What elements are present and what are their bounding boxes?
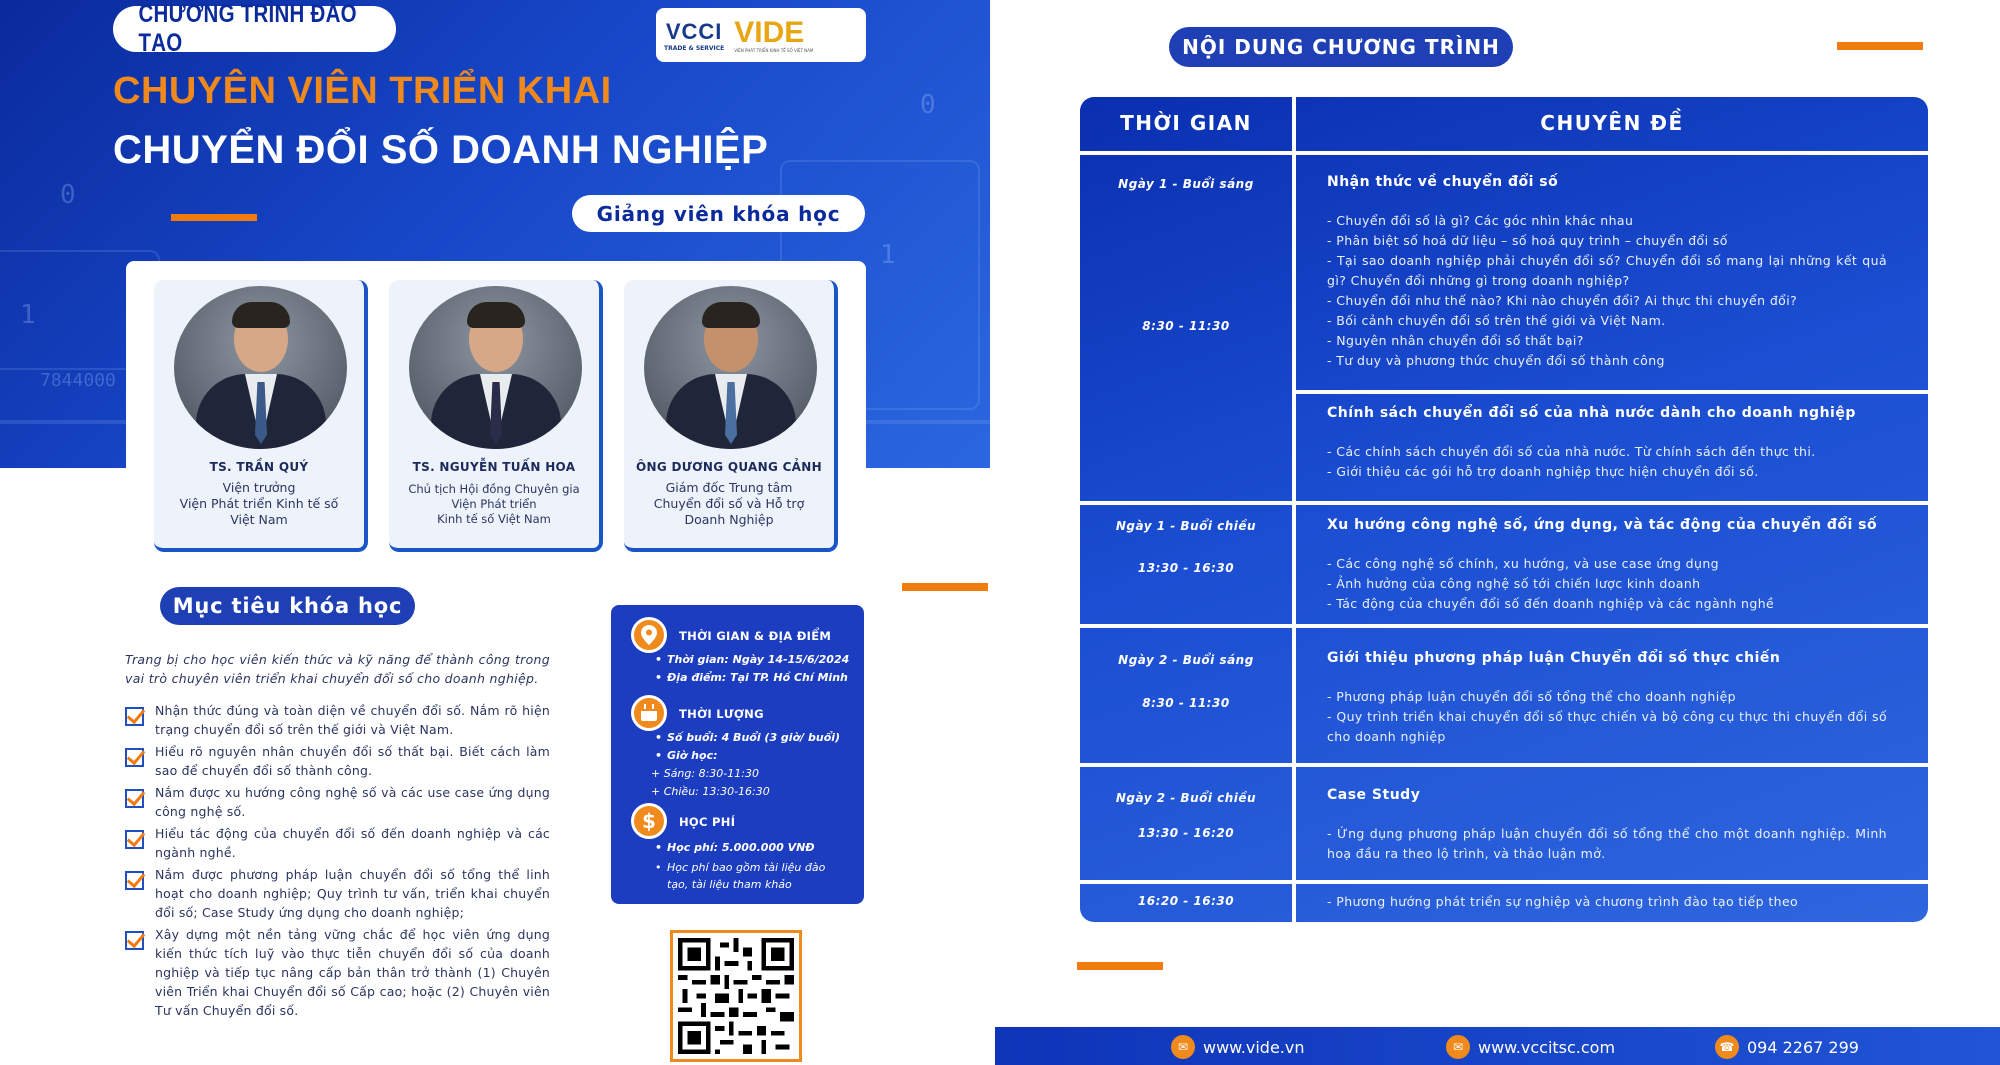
row-divider (1080, 880, 1928, 884)
footer-website-vide[interactable]: ✉ www.vide.vn (1171, 1035, 1304, 1059)
row-time: 8:30 - 11:30 (1142, 696, 1230, 710)
row-time: Ngày 1 - Buổi sáng (1118, 177, 1254, 191)
lecturer-role: Viện trưởng Viện Phát triển Kinh tế số Việt Nam (179, 480, 339, 527)
accent-bar (1077, 962, 1163, 970)
objective-intro: Trang bị cho học viên kiến thức và kỹ năng để thành công trong vai trò chuyên viên triển khai chuyển đổi số cho doanh nghiệp. (125, 652, 550, 686)
footer-website-vccitsc[interactable]: ✉ www.vccitsc.com (1446, 1035, 1615, 1059)
dollar-icon: $ (631, 803, 667, 839)
qr-code[interactable] (670, 930, 802, 1062)
topic-line: - Quy trình triển khai chuyển đổi số thực chiến và bộ công cụ thực thi chuyển đổi số cho doanh nghiệp (1327, 709, 1887, 744)
topic-line: - Nguyên nhân chuyển đổi số thất bại? (1327, 333, 1584, 348)
left-page (0, 0, 990, 1065)
row-time: 13:30 - 16:30 (1137, 561, 1235, 575)
topic-line: - Giới thiệu các gói hỗ trợ doanh nghiệp thực hiện chuyển đổi số. (1327, 464, 1759, 479)
topic-line: - Chuyển đổi số là gì? Các góc nhìn khác nhau (1327, 213, 1634, 228)
row-divider (1080, 151, 1928, 155)
accent-bar (902, 583, 988, 591)
check-icon (125, 707, 144, 726)
check-icon (125, 830, 144, 849)
place-heading: THỜI GIAN & ĐỊA ĐIỂM (679, 629, 832, 643)
footer-phone[interactable]: ☎ 094 2267 299 (1715, 1035, 1859, 1059)
accent-bar (171, 214, 257, 221)
globe-icon: ✉ (1446, 1035, 1470, 1059)
footer (995, 1027, 2000, 1065)
objective-list (125, 701, 550, 1023)
topic-title: Chính sách chuyển đổi số của nhà nước dành cho doanh nghiệp (1327, 405, 1856, 421)
topic-line: - Bối cảnh chuyển đổi số trên thế giới và Việt Nam. (1327, 313, 1666, 328)
sessions-info: • Số buổi: 4 Buổi (3 giờ/ buổi) (667, 729, 840, 746)
topic-line: - Tại sao doanh nghiệp phải chuyển đổi số? Chuyển đổi số mang lại những kết quả gì? Chuyển đổi những gì trong doanh nghiệp? (1327, 253, 1887, 288)
place-info: • Địa điểm: Tại TP. Hồ Chí Minh (667, 669, 848, 686)
topic-title: Nhận thức về chuyển đổi số (1327, 174, 1559, 190)
check-icon (125, 871, 144, 890)
course-title-line2: CHUYỂN ĐỔI SỐ DOANH NGHIỆP (113, 128, 769, 172)
schedule-table (1080, 97, 1928, 922)
vide-logo: VIDE VIỆN PHÁT TRIỂN KINH TẾ SỐ VIỆT NAM (734, 15, 814, 53)
topic-line: - Phân biệt số hoá dữ liệu – số hoá quy trình – chuyển đổi số (1327, 233, 1728, 248)
check-icon (125, 789, 144, 808)
list-item: Hiểu tác động của chuyển đổi số đến doanh nghiệp và các ngành nghề. (125, 824, 550, 862)
topic-title: Case Study (1327, 787, 1421, 803)
table-row (1327, 892, 1887, 912)
vcci-logo: VCCI TRADE & SERVICE (664, 18, 725, 52)
hero-banner: 1 7844000 0 1 0 (0, 0, 990, 468)
list-item: Nhận thức đúng và toàn diện về chuyển đổi số. Nắm rõ hiện trạng chuyển đổi số trên thế giới và Việt Nam. (125, 701, 550, 739)
table-row (1327, 517, 1887, 614)
course-title-line1: CHUYÊN VIÊN TRIỂN KHAI (113, 70, 612, 112)
accent-bar (1837, 42, 1923, 50)
lecturer-heading: Giảng viên khóa học (572, 195, 865, 232)
column-header-topic: CHUYÊN ĐỀ (1540, 111, 1684, 135)
duration-heading: THỜI LƯỢNG (679, 707, 764, 721)
check-icon (125, 748, 144, 767)
topic-title: Xu hướng công nghệ số, ứng dụng, và tác động của chuyển đổi số (1327, 517, 1878, 533)
avatar (409, 286, 582, 449)
objective-heading: Mục tiêu khóa học (160, 587, 415, 625)
fee-heading: HỌC PHÍ (679, 815, 736, 829)
topic-line: - Tác động của chuyển đổi số đến doanh nghiệp và các ngành nghề (1327, 596, 1775, 611)
row-divider (1080, 624, 1928, 628)
row-time: 16:20 - 16:30 (1137, 894, 1235, 908)
email-icon: ✉ (1171, 1035, 1195, 1059)
program-content-heading: NỘI DUNG CHƯƠNG TRÌNH (1169, 27, 1513, 67)
row-time: 8:30 - 11:30 (1142, 319, 1230, 333)
lecturer-card (624, 280, 838, 552)
topic-line: - Ứng dụng phương pháp luận chuyển đổi số tổng thể cho một doanh nghiệp. Minh hoạ đầu ra theo lộ trình, và thảo luận mở. (1327, 826, 1887, 861)
program-label: CHƯƠNG TRÌNH ĐÀO TẠO (113, 6, 396, 52)
topic-line: - Ảnh hưởng của công nghệ số tới chiến lược kinh doanh (1327, 576, 1701, 591)
topic-line: - Phương pháp luận chuyển đổi số tổng thể cho doanh nghiệp (1327, 689, 1737, 704)
fee-info: • Học phí: 5.000.000 VNĐ (667, 839, 815, 856)
row-divider (1080, 763, 1928, 767)
lecturer-card (154, 280, 368, 552)
lecturer-role: Giám đốc Trung tâm Chuyển đổi số và Hỗ trợ Doanh Nghiệp (653, 480, 805, 527)
lecturer-role: Chủ tịch Hội đồng Chuyên gia Viện Phát triển Kinh tế số Việt Nam (408, 482, 580, 526)
topic-line: - Phương hướng phát triển sự nghiệp và chương trình đào tạo tiếp theo (1327, 894, 1799, 909)
row-time: Ngày 1 - Buổi chiều (1115, 519, 1257, 533)
lecturer-card (389, 280, 603, 552)
table-row (1327, 174, 1887, 371)
lecturer-name: ÔNG DƯƠNG QUANG CẢNH (636, 460, 822, 474)
row-time: 13:30 - 16:20 (1137, 826, 1235, 840)
lecturer-panel (126, 261, 866, 563)
info-card (611, 605, 864, 904)
topic-line: - Chuyển đổi như thế nào? Khi nào chuyển đổi? Ai thực thi chuyển đổi? (1327, 293, 1798, 308)
location-pin-icon (631, 617, 667, 653)
row-time: Ngày 2 - Buổi chiều (1115, 791, 1257, 805)
list-item: Hiểu rõ nguyên nhân chuyển đổi số thất bại. Biết cách làm sao để chuyển đổi số thành công. (125, 742, 550, 780)
lecturer-name: TS. TRẦN QUÝ (209, 460, 309, 474)
topic-title: Giới thiệu phương pháp luận Chuyển đổi số thực chiến (1327, 650, 1781, 666)
check-icon (125, 931, 144, 950)
fee-note: • Học phí bao gồm tài liệu đào tạo, tài liệu tham khảo (667, 859, 847, 893)
topic-line: - Tư duy và phương thức chuyển đổi số thành công (1327, 353, 1665, 368)
afternoon-hours: + Chiều: 13:30-16:30 (651, 785, 770, 798)
row-divider (1080, 501, 1928, 505)
partner-logos (656, 8, 866, 62)
table-row (1327, 787, 1887, 864)
avatar (174, 286, 347, 449)
list-item: Nắm được xu hướng công nghệ số và các use case ứng dụng công nghệ số. (125, 783, 550, 821)
column-header-time: THỜI GIAN (1120, 111, 1252, 135)
calendar-icon (631, 695, 667, 731)
table-row (1327, 405, 1887, 482)
row-divider (1296, 390, 1928, 394)
list-item: Xây dựng một nền tảng vững chắc để học viên ứng dụng kiến thức tích luỹ vào thực tiễn chuyển đổi số của doanh nghiệp và tiếp tục nâng cấp bản thân trở thành (1) Chuyên viên Triển khai Chuyển đổi số Cấp cao; hoặc (2) Chuyên viên Tư vấn Chuyển đổi số. (125, 925, 550, 1020)
right-page (995, 0, 2000, 1065)
topic-line: - Các công nghệ số chính, xu hướng, và use case ứng dụng (1327, 556, 1719, 571)
hours-label: • Giờ học: (667, 747, 718, 764)
column-divider (1292, 97, 1296, 922)
time-info: • Thời gian: Ngày 14-15/6/2024 (667, 651, 849, 668)
topic-line: - Các chính sách chuyển đổi số của nhà nước. Từ chính sách đến thực thi. (1327, 444, 1816, 459)
morning-hours: + Sáng: 8:30-11:30 (651, 767, 759, 780)
phone-icon: ☎ (1715, 1035, 1739, 1059)
list-item: Nắm được phương pháp luận chuyển đổi số tổng thể linh hoạt cho doanh nghiệp; Quy trình tư vấn, triển khai chuyển đổi số; Case Study ứng dụng cho doanh nghiệp; (125, 865, 550, 922)
row-time: Ngày 2 - Buổi sáng (1118, 653, 1254, 667)
avatar (644, 286, 817, 449)
lecturer-name: TS. NGUYỄN TUẤN HOA (412, 460, 576, 474)
table-row (1327, 650, 1887, 747)
